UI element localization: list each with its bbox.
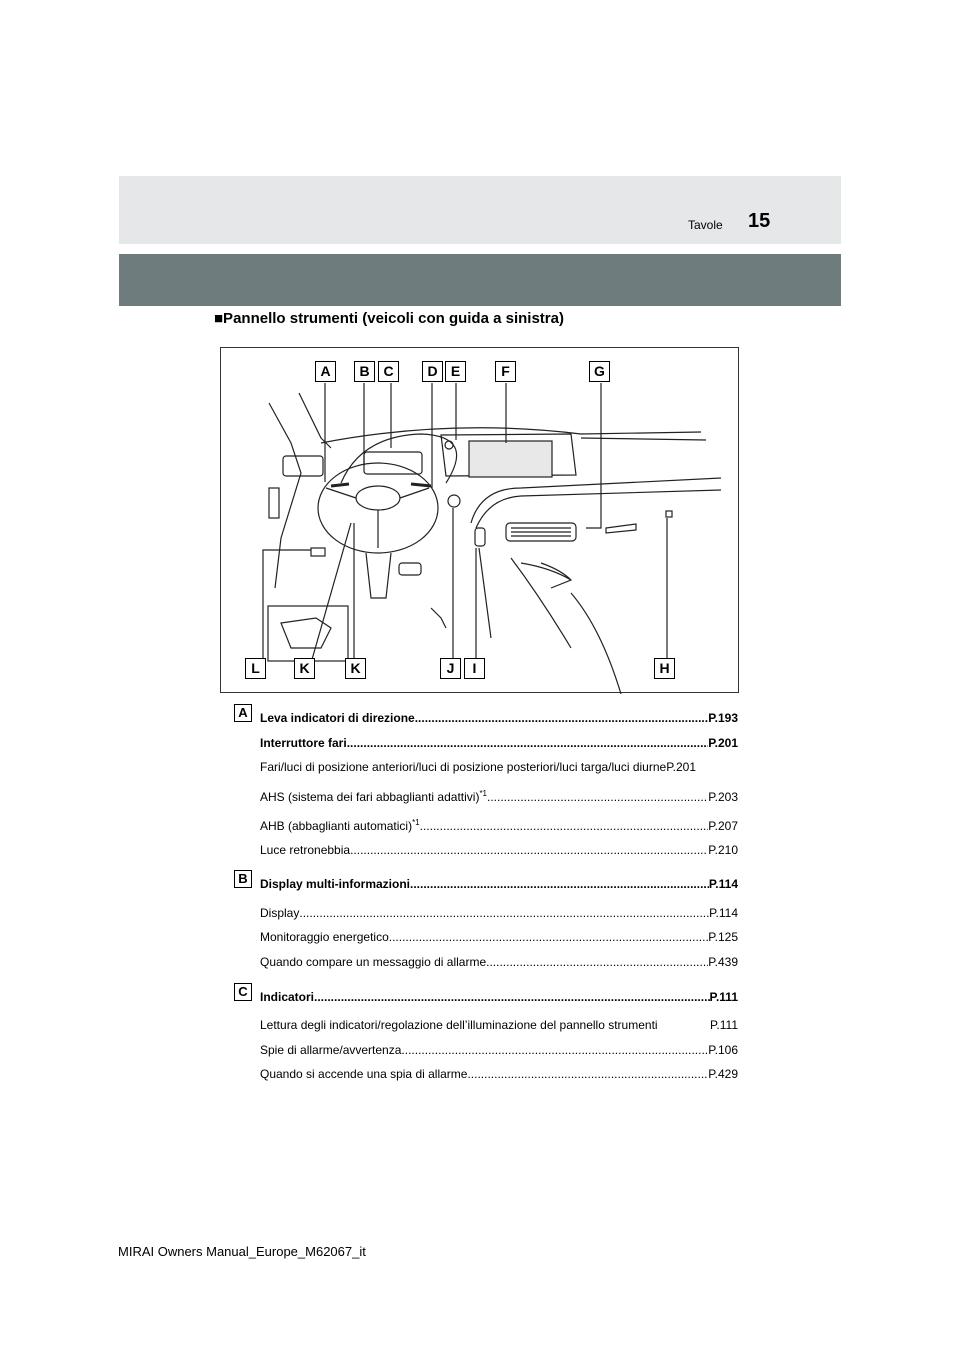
footnote-marker: *1 [479,789,487,798]
entry-text: Monitoraggio energetico [260,930,389,944]
entry [260,760,738,774]
entry [260,955,738,969]
entry [260,1067,738,1081]
group-tag-C: C [234,983,252,1001]
entry-text: AHS (sistema dei fari abbaglianti adattivi) [260,790,480,804]
entry [260,990,738,1004]
footnote-marker: *1 [412,818,420,827]
entry-text: Display multi-informazioni [260,877,411,891]
entry-page: P.125 [708,930,738,944]
entry-text: Luce retronebbia [260,843,351,857]
entry-text: Interruttore fari [260,736,347,750]
inset-lever [281,618,331,648]
callout-B: B [354,361,375,382]
entry-text: Quando compare un messaggio di allarme [260,955,487,969]
wheel-spokes [326,488,429,548]
entry-page: P.207 [708,819,738,833]
entry-text: Leva indicatori di direzione [260,711,415,725]
entry [260,789,738,804]
entry-page: P.111 [709,1018,738,1032]
dash-line-2 [581,438,706,440]
callout-J: J [440,658,461,679]
callout-L: L [245,658,266,679]
steering-column [366,553,391,598]
hazard-button [445,441,453,449]
power-switch [448,495,460,507]
callout-E: E [445,361,466,382]
pillar-line [299,393,331,448]
leader-K1 [311,523,351,663]
entry-page: P.429 [708,1067,738,1081]
entry [260,736,738,750]
entry-page: P.106 [708,1043,738,1057]
passenger-airbag-indicator [666,511,672,517]
entry-page: P.193 [708,711,738,725]
section-heading: ■Pannello strumenti (veicoli con guida a sinistra) [214,310,564,327]
entry-text: Spie di allarme/avvertenza [260,1043,402,1057]
inset-detail [268,606,348,661]
steering-hub [356,486,400,510]
group-tag-B: B [234,870,252,888]
entry-text: Display [260,906,300,920]
shift-lever [475,528,485,546]
entry-page: P.439 [708,955,738,969]
entry [260,818,738,833]
entry [260,906,738,920]
entry-page: P.201 [666,760,697,774]
callout-C: C [378,361,399,382]
console-side [571,593,621,694]
console-top [471,478,721,523]
center-screen [469,441,552,477]
entry [260,1043,738,1057]
entry-text: Fari/luci di posizione anteriori/luci di posizione posteriori/luci targa/luci diurne [260,760,667,774]
entry-text: Indicatori [260,990,315,1004]
callout-K: K [345,658,366,679]
group-tag-A: A [234,704,252,722]
callout-F: F [495,361,516,382]
callout-G: G [589,361,610,382]
entry-text: Lettura degli indicatori/regolazione dell’illuminazione del pannello strumenti [260,1018,658,1032]
callout-I: I [464,658,485,679]
console-body [479,548,571,648]
cluster-hood [341,434,457,483]
entry-text: AHB (abbaglianti automatici) [260,819,413,833]
door-switch [269,488,279,518]
a-pillar-line [269,403,301,588]
entry [260,877,738,891]
callout-D: D [422,361,443,382]
console-top-2 [476,490,721,528]
entry-page: P.201 [708,736,738,750]
right-vent [606,524,636,533]
page-number: 15 [748,210,771,232]
entry-page: P.111 [709,990,738,1004]
section-label: Tavole [688,218,723,232]
callout-H: H [654,658,675,679]
entry-page: P.114 [708,877,738,891]
pedal-2 [431,608,446,628]
pedal [399,563,421,575]
entry [260,843,738,857]
dashboard-drawing [221,348,740,694]
entry [260,711,738,725]
callout-A: A [315,361,336,382]
hood-release [311,548,325,556]
entry [260,1018,738,1032]
entry-page: P.203 [708,790,738,804]
entry-text: Quando si accende una spia di allarme [260,1067,468,1081]
header-band [119,176,841,244]
entry-page: P.114 [709,906,738,920]
footer-manual-id: MIRAI Owners Manual_Europe_M62067_it [118,1244,366,1259]
cupholder [541,563,571,588]
callout-K-inset: K [294,658,315,679]
dashboard-illustration [220,347,739,693]
chapter-band [119,254,841,306]
leader-G [586,383,601,528]
vent-slats [511,528,571,536]
left-vent [283,456,323,476]
entry-page: P.210 [708,843,738,857]
entry [260,930,738,944]
